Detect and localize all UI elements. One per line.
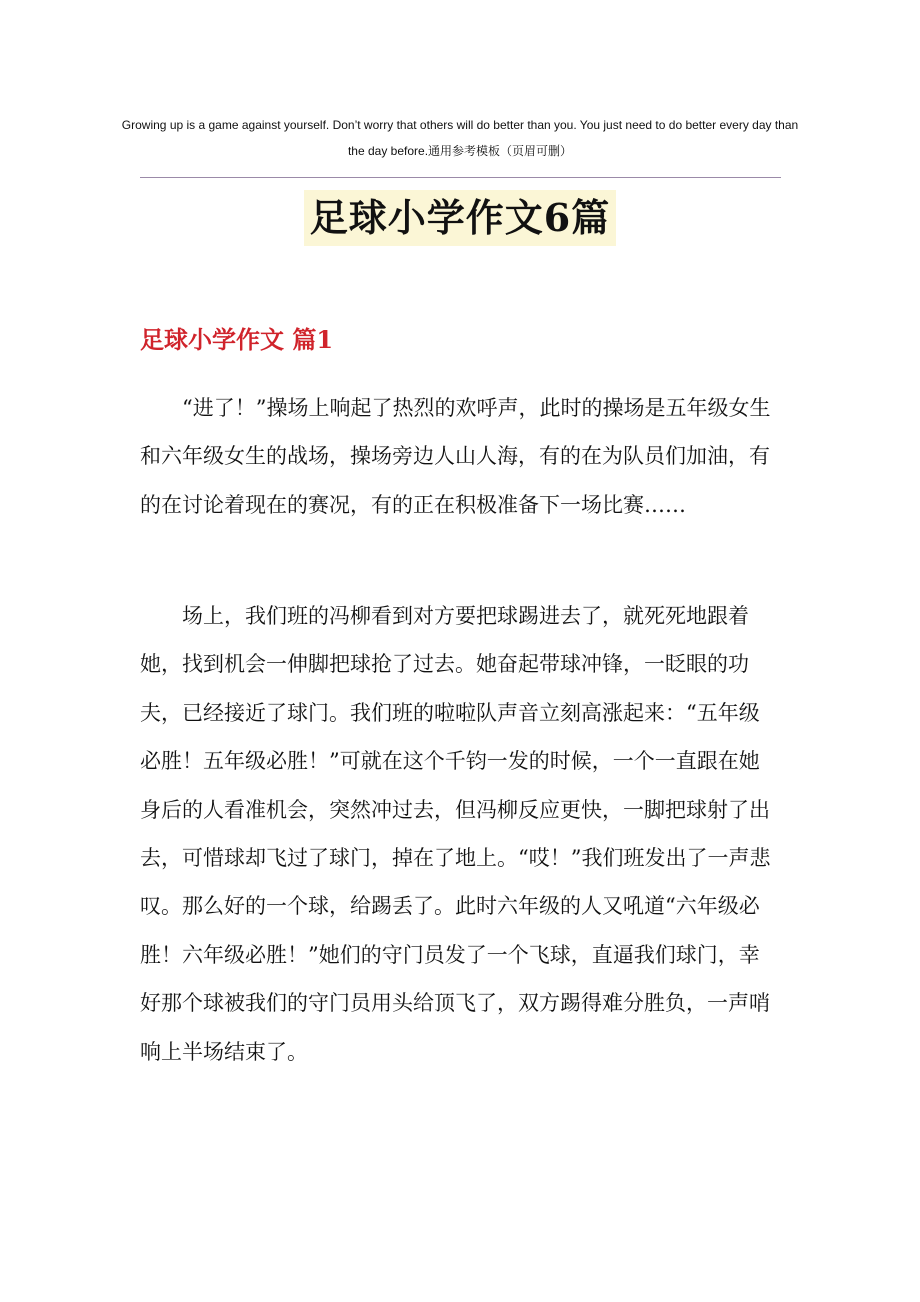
title-container [0,190,920,246]
document-title: 足球小学作文6篇 [304,190,616,246]
header-divider [140,177,781,178]
paragraph-1: “进了！”操场上响起了热烈的欢呼声，此时的操场是五年级女生和六年级女生的战场，操场旁边人山人海，有的在为队员们加油，有的在讨论着现在的赛况，有的正在积极准备下一场比赛…… [140,396,771,517]
section-heading: 足球小学作文 篇1 [140,325,334,354]
paragraph-2: 场上，我们班的冯柳看到对方要把球踢进去了，就死死地跟着她，找到机会一伸脚把球抢了过去。她奋起带球冲锋，一眨眼的功夫，已经接近了球门。我们班的啦啦队声音立刻高涨起来：“五年级必胜！五年级必胜！”可就在这个千钧一发的时候，一个一直跟在她身后的人看准机会，突然冲过去，但冯柳反应更快，一脚把球射了出去，可惜球却飞过了球门，掉在了地上。“哎！”我们班发出了一声悲叹。那么好的一个球，给踢丢了。此时六年级的人又吼道“六年级必胜！六年级必胜！”她们的守门员发了一个飞球，直逼我们球门，幸好那个球被我们的守门员用头给顶飞了，双方踢得难分胜负，一声哨响上半场结束了。 [140,604,771,1064]
page-header: Growing up is a game against yourself. Don’t worry that others will do better than you. You just need to do better every day than the day before.通用参考模板（页眉可删） [121,118,799,158]
